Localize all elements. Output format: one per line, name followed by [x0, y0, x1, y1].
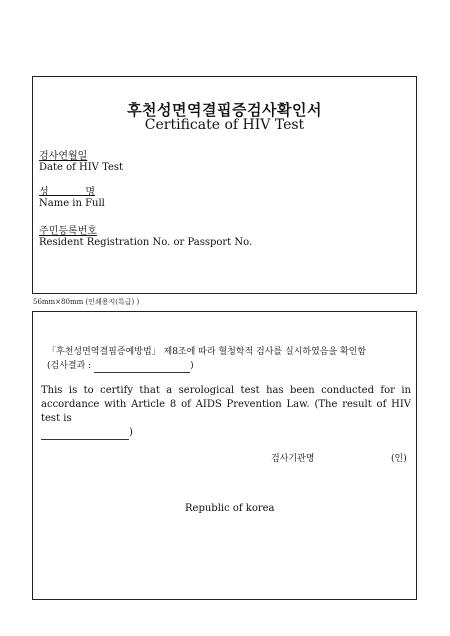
country-name: Republic of korea	[185, 503, 275, 514]
name-label-first-char: 성	[39, 187, 49, 198]
english-confirmation-text	[41, 384, 411, 440]
korean-result-line	[47, 359, 406, 373]
english-result-suffix: )	[129, 427, 133, 438]
result-prefix: (검사결과 :	[47, 361, 92, 371]
test-date-label-korean: 검사연월일	[39, 151, 88, 162]
certificate-title-korean: 후천성면역결핍증검사확인서	[127, 101, 322, 119]
result-suffix: )	[190, 361, 194, 371]
name-label-english: Name in Full	[39, 198, 105, 209]
korean-confirmation-text	[47, 345, 406, 373]
certificate-card	[32, 76, 417, 294]
seal-label: (인)	[391, 454, 407, 464]
confirmation-card	[32, 311, 417, 600]
resident-number-label-english: Resident Registration No. or Passport No.	[39, 237, 253, 248]
size-note: 56mm×80mm (인쇄용지(특급) )	[33, 298, 140, 306]
resident-number-label-korean: 주민등록번호	[39, 226, 97, 237]
testing-agency-label: 검사기관명	[271, 454, 315, 464]
certificate-title-english: Certificate of HIV Test	[144, 117, 305, 133]
korean-confirmation-line-1: 「후천성면역결핍증예방법」 제8조에 따라 혈청학적 검사를 실시하였음을 확인함	[47, 347, 367, 357]
name-label-korean	[39, 183, 95, 198]
result-blank-korean	[94, 362, 190, 373]
english-confirmation-body: This is to certify that a serological test has been conducted for in accordance with Article 8 of AIDS Prevention Law. (The result of HIV test is	[41, 385, 411, 424]
test-date-label-english: Date of HIV Test	[39, 162, 124, 173]
name-label-second-char: 명	[85, 187, 95, 198]
result-blank-english	[41, 429, 129, 440]
